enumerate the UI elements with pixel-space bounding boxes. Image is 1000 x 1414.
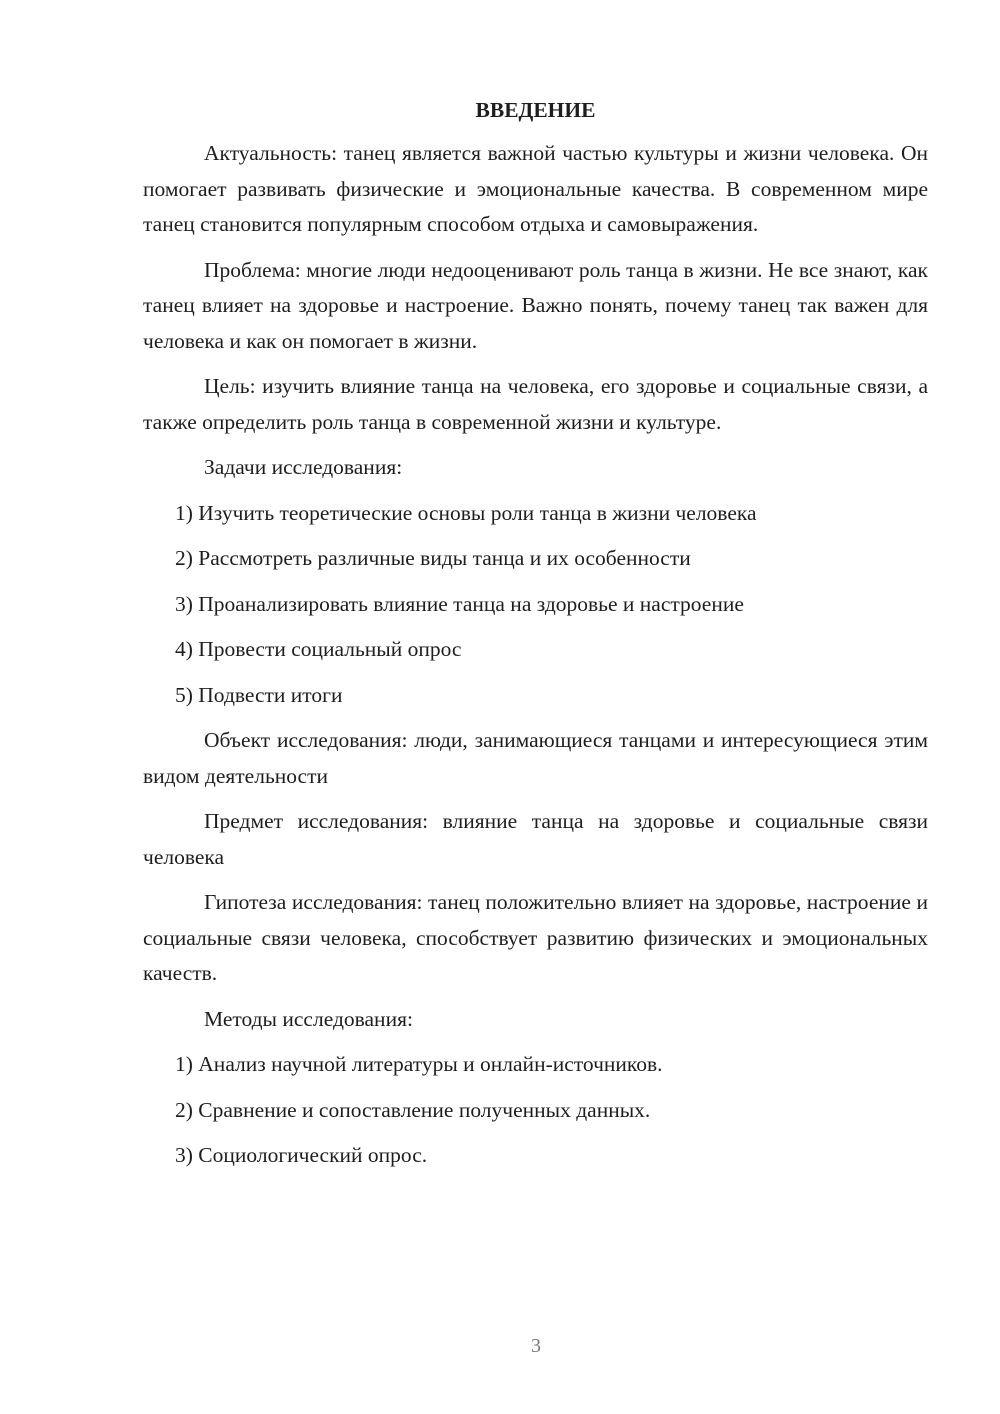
- page-title: ВВЕДЕНИЕ: [475, 98, 596, 122]
- list-item: 3) Проанализировать влияние танца на здоровье и настроение: [175, 591, 744, 616]
- document-body: [143, 94, 928, 1184]
- methods-heading: Методы исследования:: [204, 1006, 413, 1031]
- list-item: 1) Анализ научной литературы и онлайн-источников.: [175, 1052, 663, 1076]
- tasks-list: [143, 496, 928, 714]
- goal-paragraph: Цель: изучить влияние танца на человека, его здоровье и социальные связи, а также определить роль танца в современной жизни и культуре.: [143, 374, 928, 434]
- list-item: 3) Социологический опрос.: [175, 1143, 428, 1167]
- list-item: 2) Сравнение и сопоставление полученных данных.: [175, 1097, 651, 1122]
- problem-paragraph: Проблема: многие люди недооценивают роль танца в жизни. Не все знают, как танец влияет на здоровье и настроение. Важно понять, почему танец так важен для человека и как он помогает в жизни.: [143, 257, 928, 353]
- relevance-paragraph: Актуальность: танец является важной частью культуры и жизни человека. Он помогает развивать физические и эмоциональные качества. В современном мире танец становится популярным способом отдыха и самовыражения.: [143, 141, 928, 236]
- tasks-heading: Задачи исследования:: [204, 455, 403, 479]
- object-paragraph: Объект исследования: люди, занимающиеся танцами и интересующиеся этим видом деятельности: [143, 728, 928, 788]
- list-item: 5) Подвести итоги: [175, 682, 343, 707]
- list-item: 2) Рассмотреть различные виды танца и их особенности: [175, 546, 691, 570]
- hypothesis-paragraph: Гипотеза исследования: танец положительно влияет на здоровье, настроение и социальные связи человека, способствует развитию физических и эмоциональных качеств.: [143, 890, 928, 985]
- methods-list: [143, 1047, 928, 1174]
- page-number: 3: [531, 1335, 541, 1357]
- list-item: 1) Изучить теоретические основы роли танца в жизни человека: [175, 500, 757, 525]
- subject-paragraph: Предмет исследования: влияние танца на здоровье и социальные связи человека: [143, 809, 928, 869]
- list-item: 4) Провести социальный опрос: [175, 637, 462, 661]
